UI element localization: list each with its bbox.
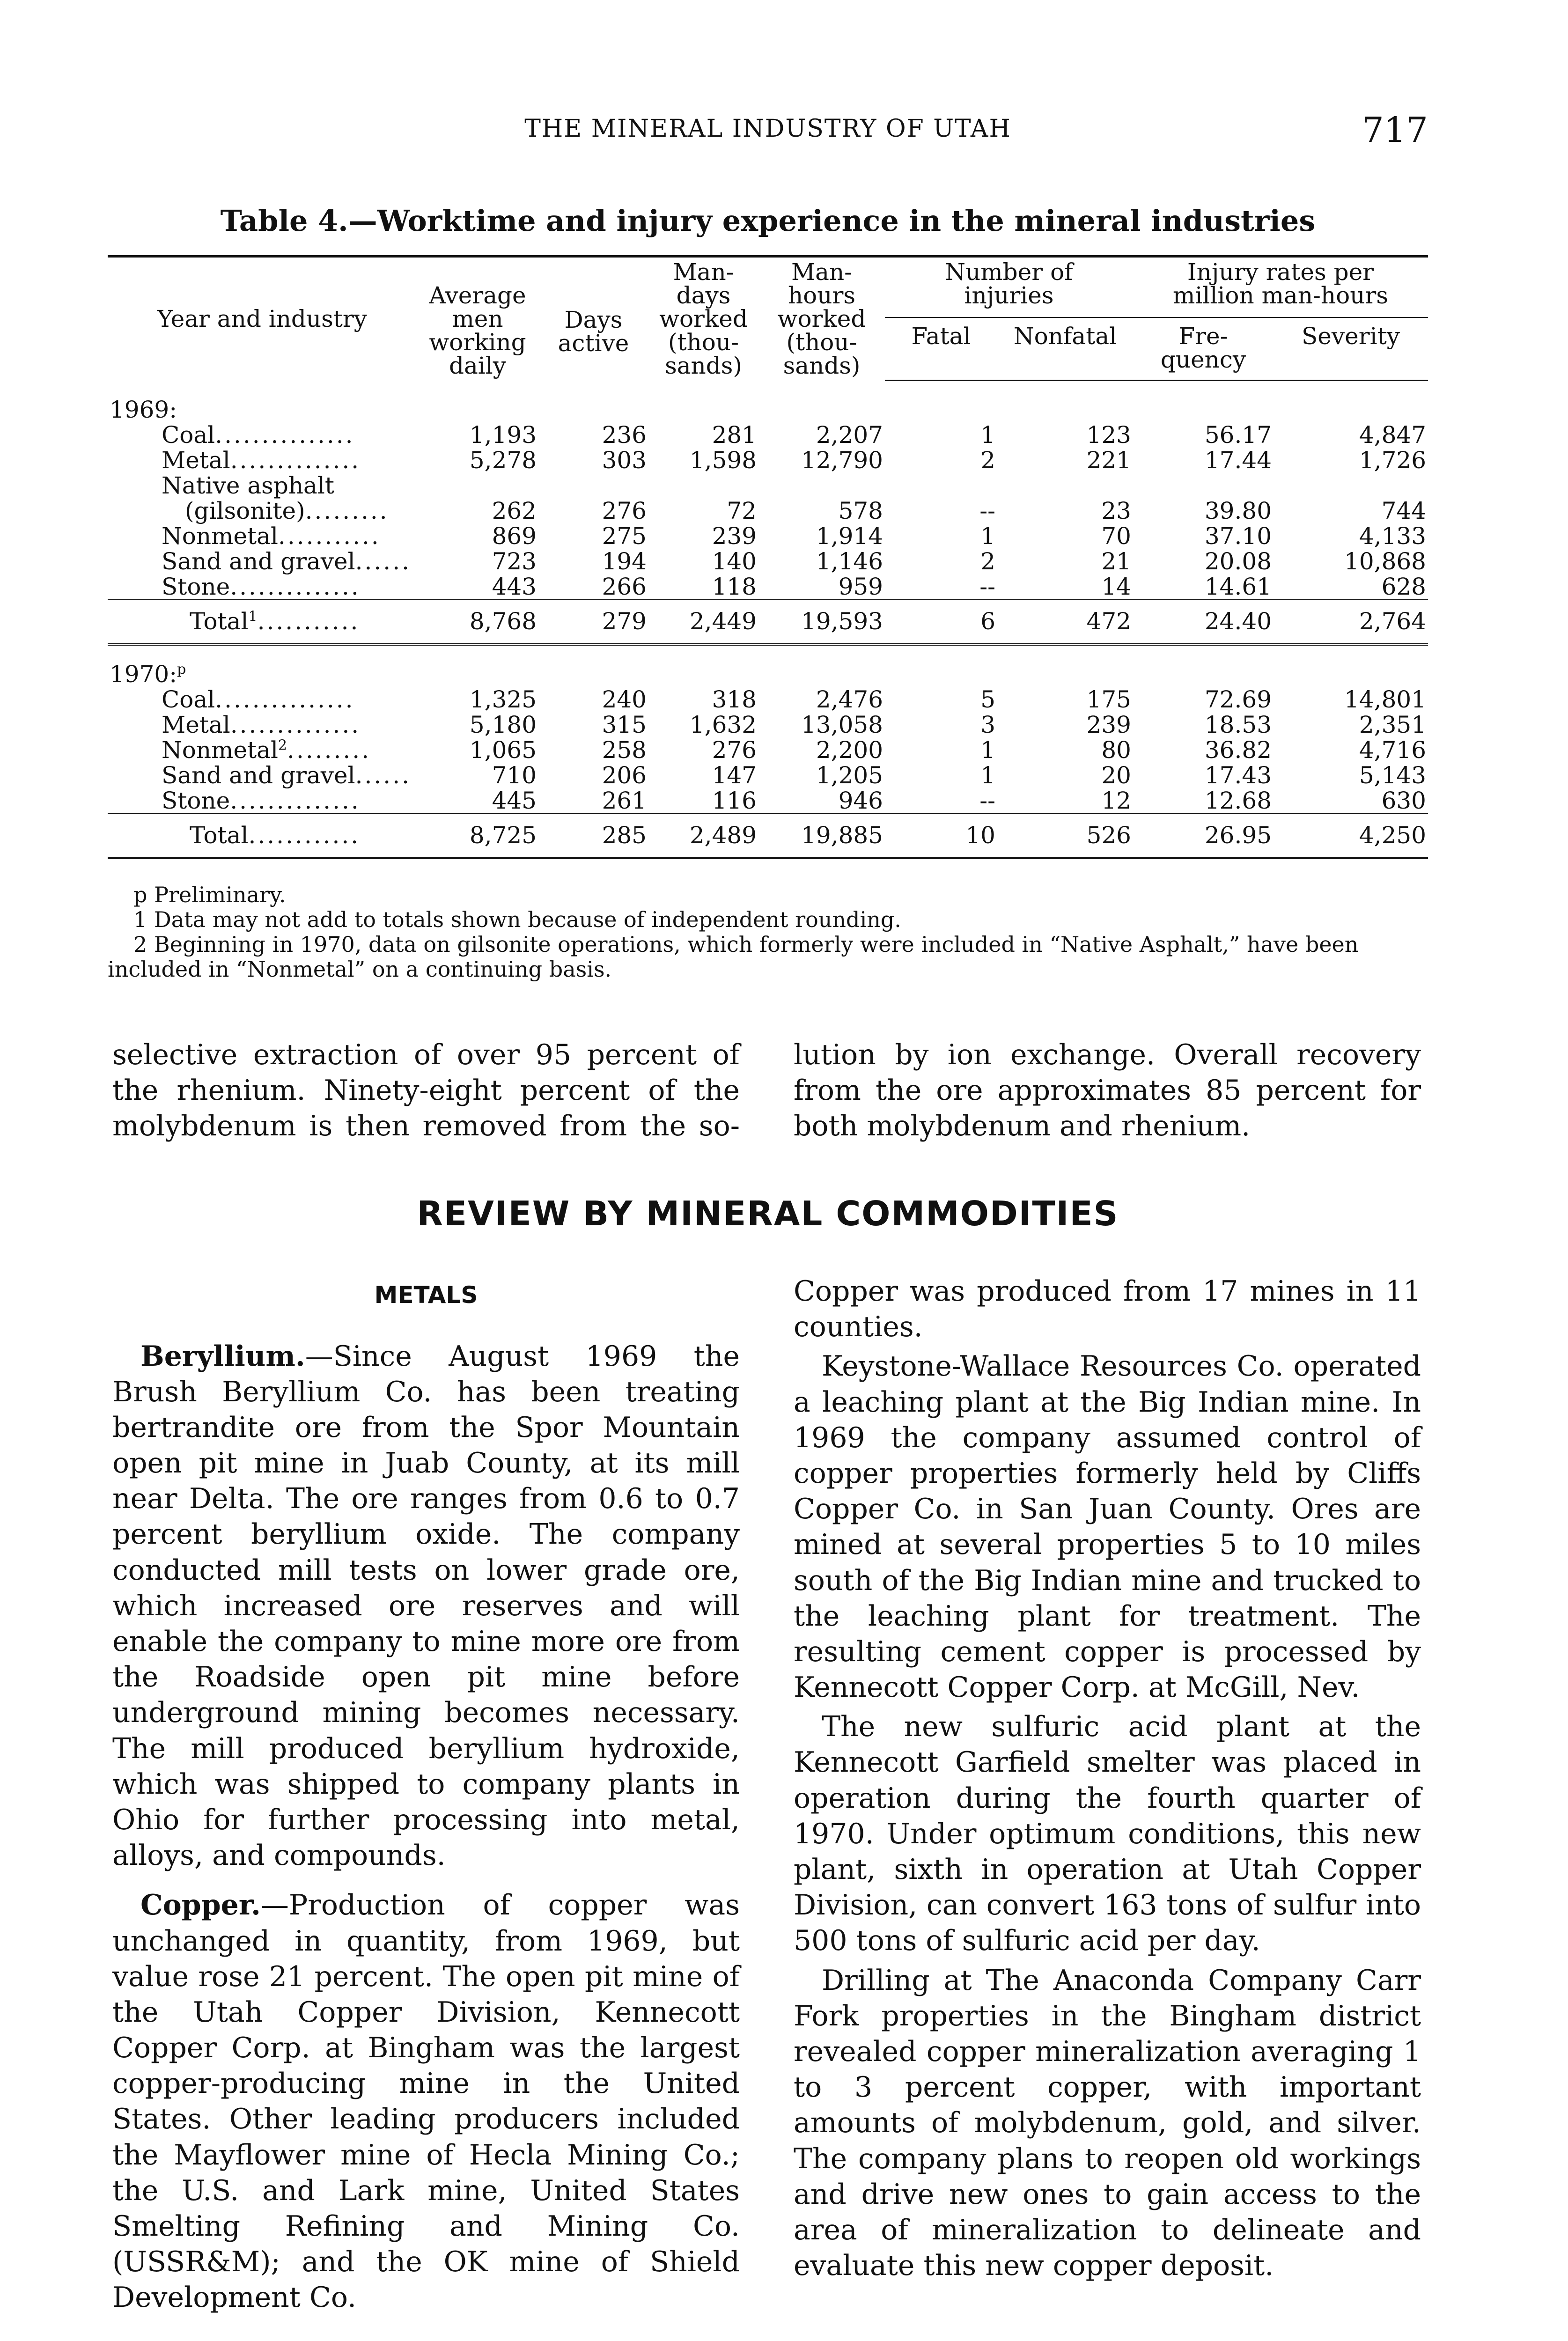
year-row-1969: 1969: (110, 396, 177, 423)
table-row: Nonmetal$^2$......... 1,065 258 276 2,200 1 80 36.82 4,716 (162, 736, 1426, 764)
running-title: THE MINERAL INDUSTRY OF UTAH (524, 115, 1011, 143)
header-fatal: Fatal (885, 317, 997, 380)
header-frequency: Fre- quency (1133, 317, 1274, 380)
section-title: REVIEW BY MINERAL COMMODITIES (417, 1194, 1119, 1233)
header-man-days: Man- days worked (thou- sands) (648, 257, 758, 381)
header-days-active: Days active (538, 257, 648, 381)
footnote-preliminary: p Preliminary. (133, 882, 286, 907)
worktime-injury-table (108, 255, 1428, 859)
total-row-1969: Total$^1$........... 8,768 279 2,449 19,593 6 472 24.40 2,764 (108, 600, 1428, 645)
table-row: Coal............... 1,325 240 318 2,476 5 175 72.69 14,801 (162, 685, 1426, 713)
header-severity: Severity (1274, 317, 1428, 380)
paragraph-anaconda: Drilling at The Anaconda Company Carr Fork properties in the Bingham district revealed copper mineralization averaging 1 to 3 percent copper, with important amounts of molybdenum, gold, and silver. The company plans to reopen old workings and drive new ones to gain access to the area of mineralization to delineate and evaluate this new copper deposit. (794, 1964, 1421, 2282)
header-year-industry: Year and industry (108, 257, 417, 381)
table-row: Coal............... 1,193 236 281 2,207 1 123 56.17 4,847 (162, 421, 1426, 449)
paragraph-sulfuric-acid: The new sulfuric acid plant at the Kennecott Garfield smelter was placed in operation during the fourth quarter of 1970. Under optimum conditions, this new plant, sixth in operation at Utah Copper Division, can convert 163 tons of sulfur into 500 tons of sulfuric acid per day. (794, 1710, 1421, 1958)
continuation-left-text: selective extraction of over 95 percent of the rhenium. Ninety-eight percent of the molybdenum is then removed from the so- (112, 1038, 740, 1143)
continuation-left-column (112, 1037, 740, 1148)
table-row: Metal.............. 5,180 315 1,632 13,058 3 239 18.53 2,351 (162, 711, 1426, 738)
header-number-of-injuries: Number of injuries (885, 257, 1133, 318)
table-row: Nonmetal........... 869 275 239 1,914 1 70 37.10 4,133 (162, 522, 1426, 550)
review-left-column (112, 1281, 740, 2319)
table-row: Metal.............. 5,278 303 1,598 12,790 2 221 17.44 1,726 (162, 446, 1426, 474)
metals-heading: METALS (374, 1281, 478, 1309)
page-number: 717 (1362, 110, 1428, 150)
year-row-1970: 1970:$^p$ (110, 660, 186, 688)
header-injury-rates: Injury rates per million man-hours (1133, 257, 1428, 318)
header-nonfatal: Nonfatal (997, 317, 1133, 380)
page-header (108, 110, 1428, 152)
paragraph-keystone: Keystone-Wallace Resources Co. operated a leaching plant at the Big Indian mine. In 1969 the company assumed control of copper properties formerly held by Cliffs Copper Co. in San Juan County. Ores are mined at several properties 5 to 10 miles south of the Big Indian mine and trucked to the leaching plant for treatment. The resulting cement copper is processed by Kennecott Copper Corp. at McGill, Nev. (794, 1350, 1421, 1704)
continuation-right-column (794, 1037, 1421, 1148)
table-title: Table 4.—Worktime and injury experience in the mineral industries (220, 204, 1316, 238)
table-row: Native asphalt (162, 471, 334, 499)
review-right-column (794, 1274, 1421, 2287)
continuation-right-text: lution by ion exchange. Overall recovery from the ore approximates 85 percent for both molybdenum and rhenium. (794, 1038, 1421, 1143)
table-row: (gilsonite)......... 262 276 72 578 -- 23 39.80 744 (185, 497, 1426, 524)
table-row: Stone.............. 445 261 116 946 -- 12 12.68 630 (162, 787, 1426, 814)
footnote-1: 1 Data may not add to totals shown because of independent rounding. (133, 906, 901, 932)
paragraph-beryllium: Beryllium.—Since August 1969 the Brush Beryllium Co. has been treating bertrandite ore from the Spor Mountain open pit mine in Juab County, at its mill near Delta. The ore ranges from 0.6 to 0.7 percent beryllium oxide. The company conducted mill tests on lower grade ore, which increased ore reserves and will enable the company to mine more ore from the Roadside open pit mine before underground mining becomes necessary. The mill produced beryllium hydroxide, which was shipped to company plants in Ohio for further processing into metal, alloys, and compounds. (112, 1340, 740, 1872)
paragraph-copper: Copper.—Production of copper was unchanged in quantity, from 1969, but value rose 21 percent. The open pit mine of the Utah Copper Division, Kennecott Copper Corp. at Bingham was the largest copper-producing mine in the United States. Other leading producers included the Mayflower mine of Hecla Mining Co.; the U.S. and Lark mine, United States Smelting Refining and Mining Co. (USSR&M); and the OK mine of Shield Development Co. (112, 1889, 740, 2314)
table-footnotes (108, 883, 1428, 982)
table-row: Sand and gravel...... 710 206 147 1,205 1 20 17.43 5,143 (162, 761, 1426, 789)
paragraph-copper-mines: Copper was produced from 17 mines in 11 counties. (794, 1275, 1421, 1344)
total-row-1970: Total............ 8,725 285 2,489 19,885 10 526 26.95 4,250 (108, 814, 1428, 858)
table-row: Sand and gravel...... 723 194 140 1,146 2 21 20.08 10,868 (162, 547, 1426, 575)
footnote-2: 2 Beginning in 1970, data on gilsonite operations, which formerly were included in “Native Asphalt,” have been included in “Nonmetal” on a continuing basis. (108, 931, 1359, 982)
header-man-hours: Man- hours worked (thou- sands) (758, 257, 885, 381)
header-average-men: Average men working daily (417, 257, 538, 381)
table-row: Stone.............. 443 266 118 959 -- 14 14.61 628 (162, 573, 1426, 600)
